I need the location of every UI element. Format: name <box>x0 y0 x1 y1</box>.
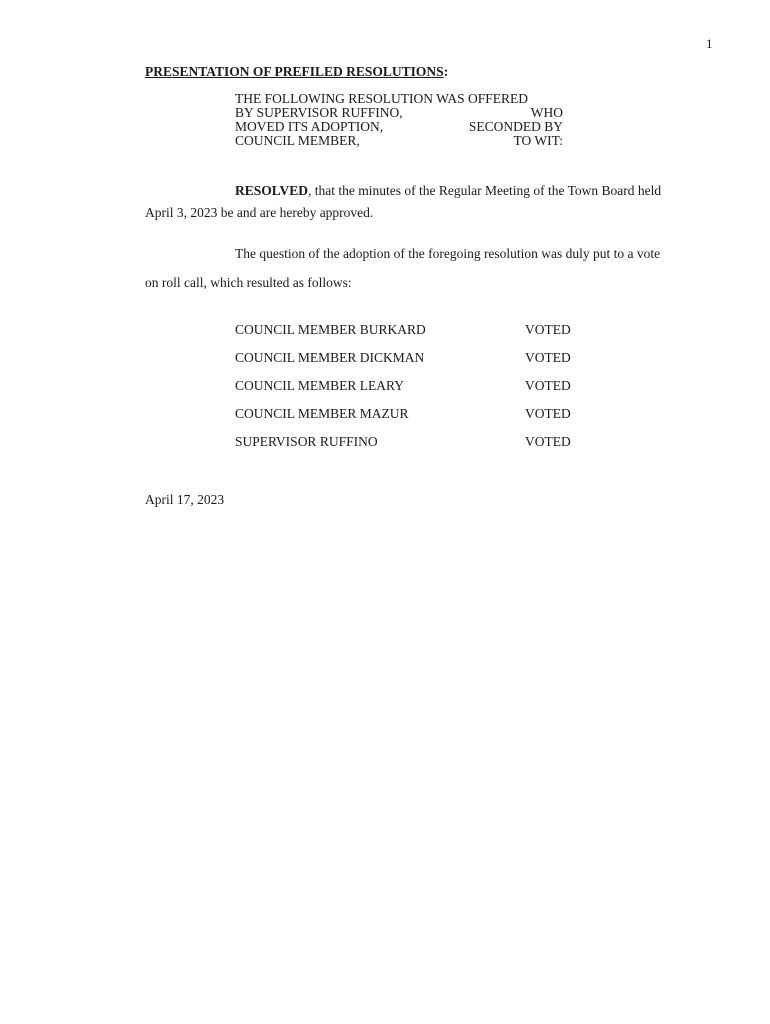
voter-name: SUPERVISOR RUFFINO <box>235 434 378 449</box>
offer-line-2 <box>235 106 563 120</box>
page-number: 1 <box>706 36 713 51</box>
offer-line-1 <box>235 92 565 106</box>
question-line-2: on roll call, which resulted as follows: <box>145 275 352 290</box>
offer-line-2-right: WHO <box>530 105 563 120</box>
voter-name: COUNCIL MEMBER MAZUR <box>235 406 409 421</box>
section-heading-suffix: : <box>443 64 449 79</box>
vote-row <box>235 434 595 462</box>
offer-line-3 <box>235 120 563 134</box>
resolved-keyword: RESOLVED <box>235 183 309 198</box>
resolution-line-1-rest: , that the minutes of the Regular Meeting of the Town Board held <box>308 183 662 198</box>
question-line-1 <box>145 246 660 262</box>
voter-name: COUNCIL MEMBER LEARY <box>235 378 405 393</box>
vote-row <box>235 378 595 406</box>
roll-call-votes <box>235 322 595 462</box>
vote-value: VOTED <box>525 350 571 365</box>
offer-line-4 <box>235 134 563 148</box>
offer-line-3-left: MOVED ITS ADOPTION, <box>235 119 384 134</box>
question-line-1-text: The question of the adoption of the foregoing resolution was duly put to a vote <box>235 246 661 261</box>
vote-row <box>235 350 595 378</box>
vote-value: VOTED <box>525 406 571 421</box>
offer-line-2-left: BY SUPERVISOR RUFFINO, <box>235 105 403 120</box>
voter-name: COUNCIL MEMBER DICKMAN <box>235 350 425 365</box>
offer-line-4-left: COUNCIL MEMBER, <box>235 133 360 148</box>
vote-row <box>235 406 595 434</box>
document-date: April 17, 2023 <box>145 492 225 507</box>
vote-value: VOTED <box>525 434 571 449</box>
offer-block <box>235 92 563 148</box>
vote-value: VOTED <box>525 378 571 393</box>
resolution-line-1 <box>145 183 661 199</box>
section-heading-text: PRESENTATION OF PREFILED RESOLUTIONS <box>145 64 444 79</box>
offer-line-3-right: SECONDED BY <box>468 119 563 134</box>
resolution-line-2: April 3, 2023 be and are hereby approved. <box>145 205 374 220</box>
vote-row <box>235 322 595 350</box>
offer-line-1-text: THE FOLLOWING RESOLUTION WAS OFFERED <box>235 91 528 106</box>
vote-value: VOTED <box>525 322 571 337</box>
offer-line-4-right: TO WIT: <box>513 133 563 148</box>
section-heading <box>145 64 448 80</box>
voter-name: COUNCIL MEMBER BURKARD <box>235 322 426 337</box>
